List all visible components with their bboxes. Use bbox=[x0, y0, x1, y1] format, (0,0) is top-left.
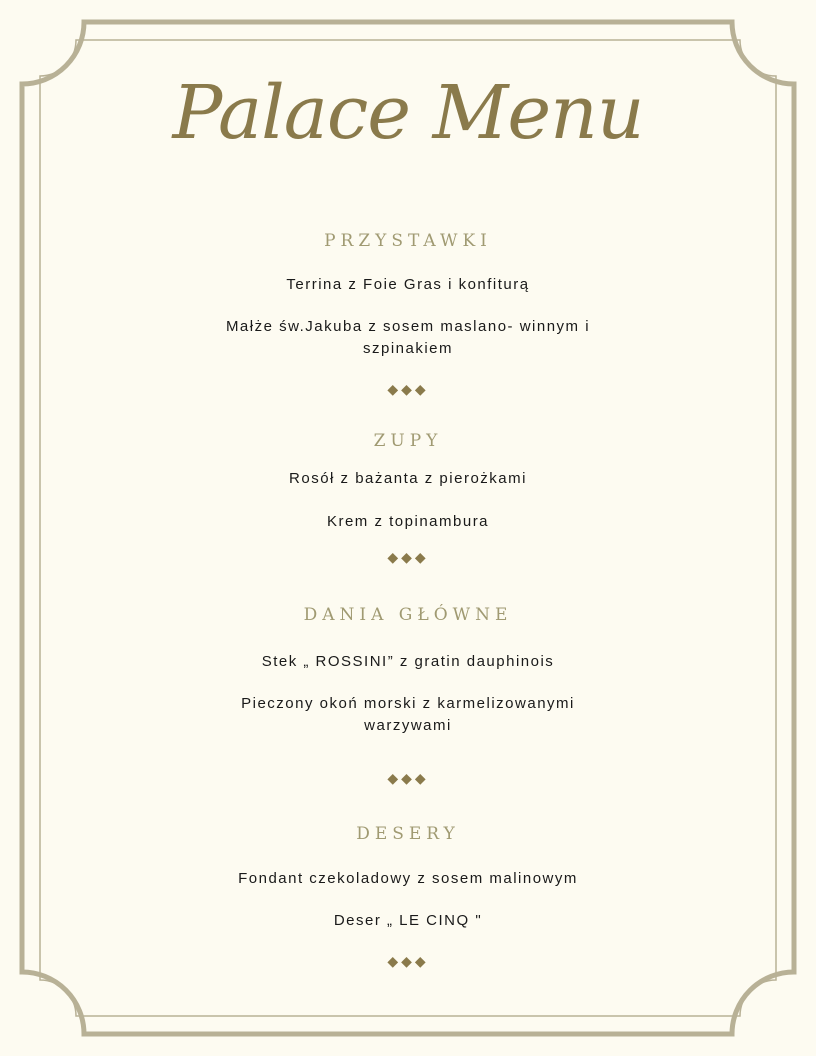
menu-item: Małże św.Jakuba z sosem maslano- winnym i szpinakiem bbox=[225, 318, 591, 357]
menu-item: Fondant czekoladowy z sosem malinowym bbox=[238, 870, 578, 887]
section-title-soups: ZUPY bbox=[373, 431, 443, 451]
menu-item: Krem z topinambura bbox=[326, 513, 490, 530]
menu-item: Pieczony okoń morski z karmelizowanymi warzywami bbox=[241, 695, 575, 734]
menu-title: Palace Menu bbox=[172, 70, 644, 156]
diamond-divider-icon: ◆◆◆ bbox=[387, 550, 429, 566]
menu-item: Stek „ ROSSINI” z gratin dauphinois bbox=[261, 653, 555, 670]
section-title-main-courses: DANIA GŁÓWNE bbox=[303, 605, 513, 625]
menu-item: Deser „ LE CINQ " bbox=[333, 912, 483, 929]
section-title-appetizers: PRZYSTAWKI bbox=[324, 231, 492, 251]
diamond-divider-icon: ◆◆◆ bbox=[387, 771, 429, 787]
menu-item: Rosół z bażanta z pierożkami bbox=[289, 470, 527, 487]
diamond-divider-icon: ◆◆◆ bbox=[387, 954, 429, 970]
section-title-desserts: DESERY bbox=[356, 824, 460, 844]
menu-item: Terrina z Foie Gras i konfiturą bbox=[286, 276, 530, 293]
diamond-divider-icon: ◆◆◆ bbox=[387, 382, 429, 398]
